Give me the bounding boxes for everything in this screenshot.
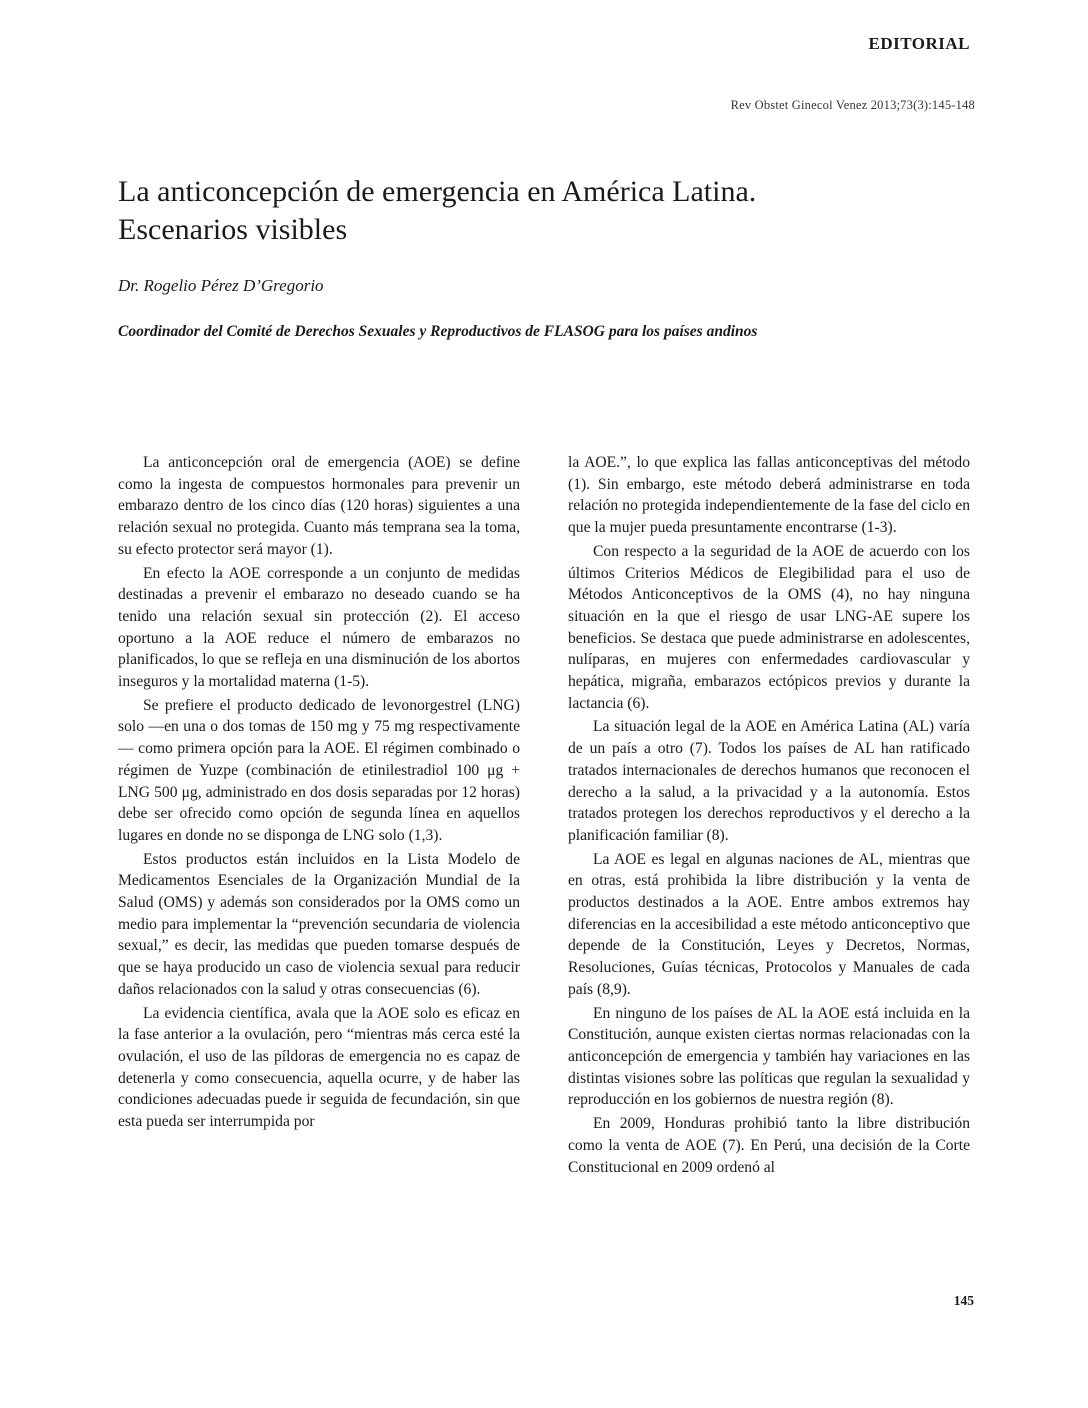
paragraph: En efecto la AOE corresponde a un conjunto de medidas destinadas a prevenir el embarazo no deseado cuando se ha tenido una relación sexual sin protección (2). El acceso oportuno a la AOE reduce el número de embarazos no planificados, lo que se refleja en una disminución de los abortos inseguros y la mortalidad materna (1-5). — [118, 564, 520, 691]
paragraph: La anticoncepción oral de emergencia (AOE) se define como la ingesta de compuestos hormonales para prevenir un embarazo dentro de los cinco días (120 horas) siguientes a una relación sexual no protegida. Cuanto más temprana sea la toma, su efecto protector será mayor (1). — [118, 454, 520, 558]
author-affiliation: Coordinador del Comité de Derechos Sexuales y Reproductivos de FLASOG para los países andinos — [118, 323, 758, 340]
paragraph: Con respecto a la seguridad de la AOE de acuerdo con los últimos Criterios Médicos de Elegibilidad para el uso de Métodos Anticonceptivos de la OMS (4), no hay ninguna situación en la que el riesgo de usar LNG-AE supere los beneficios. Se destaca que puede administrarse en adolescentes, nulíparas, en mujeres con enfermedades cardiovascular y hepática, migraña, embarazos ectópicos previos y durante la lactancia (6). — [568, 542, 970, 712]
author-name: Dr. Rogelio Pérez D’Gregorio — [118, 276, 324, 295]
section-label: EDITORIAL — [868, 34, 970, 53]
paragraph: Se prefiere el producto dedicado de levonorgestrel (LNG) solo —en una o dos tomas de 150 mg y 75 mg respectivamente— como primera opción para la AOE. El régimen combinado o régimen de Yuzpe (combinación de etinilestradiol 100 μg + LNG 500 μg, administrado en dos dosis separadas por 12 horas) debe ser ofrecido como opción de segunda línea en aquellos lugares en donde no se disponga de LNG solo (1,3). — [118, 696, 520, 844]
page-number: 145 — [953, 1293, 974, 1308]
title-line-1: La anticoncepción de emergencia en América Latina. — [118, 175, 757, 208]
paragraph: La AOE es legal en algunas naciones de AL, mientras que en otras, está prohibida la libre distribución y la venta de productos destinados a la AOE. Entre ambos extremos hay diferencias en la accesibilidad a este método anticonceptivo que depende de la Constitución, Leyes y Decretos, Normas, Resoluciones, Guías técnicas, Protocolos y Manuales de cada país (8,9). — [568, 850, 970, 998]
paragraph-continued: la AOE.”, lo que explica las fallas anticonceptivas del método (1). Sin embargo, este método deberá administrarse en toda relación no protegida independientemente de la fase del ciclo en que la mujer pueda presuntamente encontrarse (1-3). — [568, 454, 970, 537]
paragraph: En 2009, Honduras prohibió tanto la libre distribución como la venta de AOE (7). En Perú, una decisión de la Corte Constitucional en 2009 ordenó al — [568, 1115, 970, 1176]
journal-citation: Rev Obstet Ginecol Venez 2013;73(3):145-148 — [730, 98, 975, 112]
title-line-2: Escenarios visibles — [118, 213, 348, 246]
paragraph: La evidencia científica, avala que la AOE solo es eficaz en la fase anterior a la ovulación, pero “mientras más cerca esté la ovulación, el uso de las píldoras de emergencia no es capaz de detenerla y como consecuencia, aquella ocurre, y de haber las condiciones adecuadas puede ir seguida de fecundación, sin que esta pueda ser interrumpida por — [118, 1004, 520, 1131]
paragraph: Estos productos están incluidos en la Lista Modelo de Medicamentos Esenciales de la Organización Mundial de la Salud (OMS) y además son considerados por la OMS como un medio para implementar la “prevención secundaria de violencia sexual,” es decir, las medidas que pueden tomarse después de que se haya producido un caso de violencia sexual para reducir daños relacionados con la salud y otras consecuencias (6). — [118, 850, 520, 998]
body-column-left — [118, 452, 520, 1135]
article-title — [118, 173, 978, 249]
body-column-right — [568, 452, 970, 1180]
paragraph: La situación legal de la AOE en América Latina (AL) varía de un país a otro (7). Todos los países de AL han ratificado tratados internacionales de derechos humanos que reconocen el derecho a la salud, a la privacidad y a la autonomía. Estos tratados protegen los derechos reproductivos y el derecho a la planificación familiar (8). — [568, 718, 970, 844]
paragraph: En ninguno de los países de AL la AOE está incluida en la Constitución, aunque existen ciertas normas relacionadas con la anticoncepción de emergencia y también hay variaciones en las distintas visiones sobre las políticas que regulan la sexualidad y reproducción en los gobiernos de nuestra región (8). — [568, 1004, 970, 1109]
